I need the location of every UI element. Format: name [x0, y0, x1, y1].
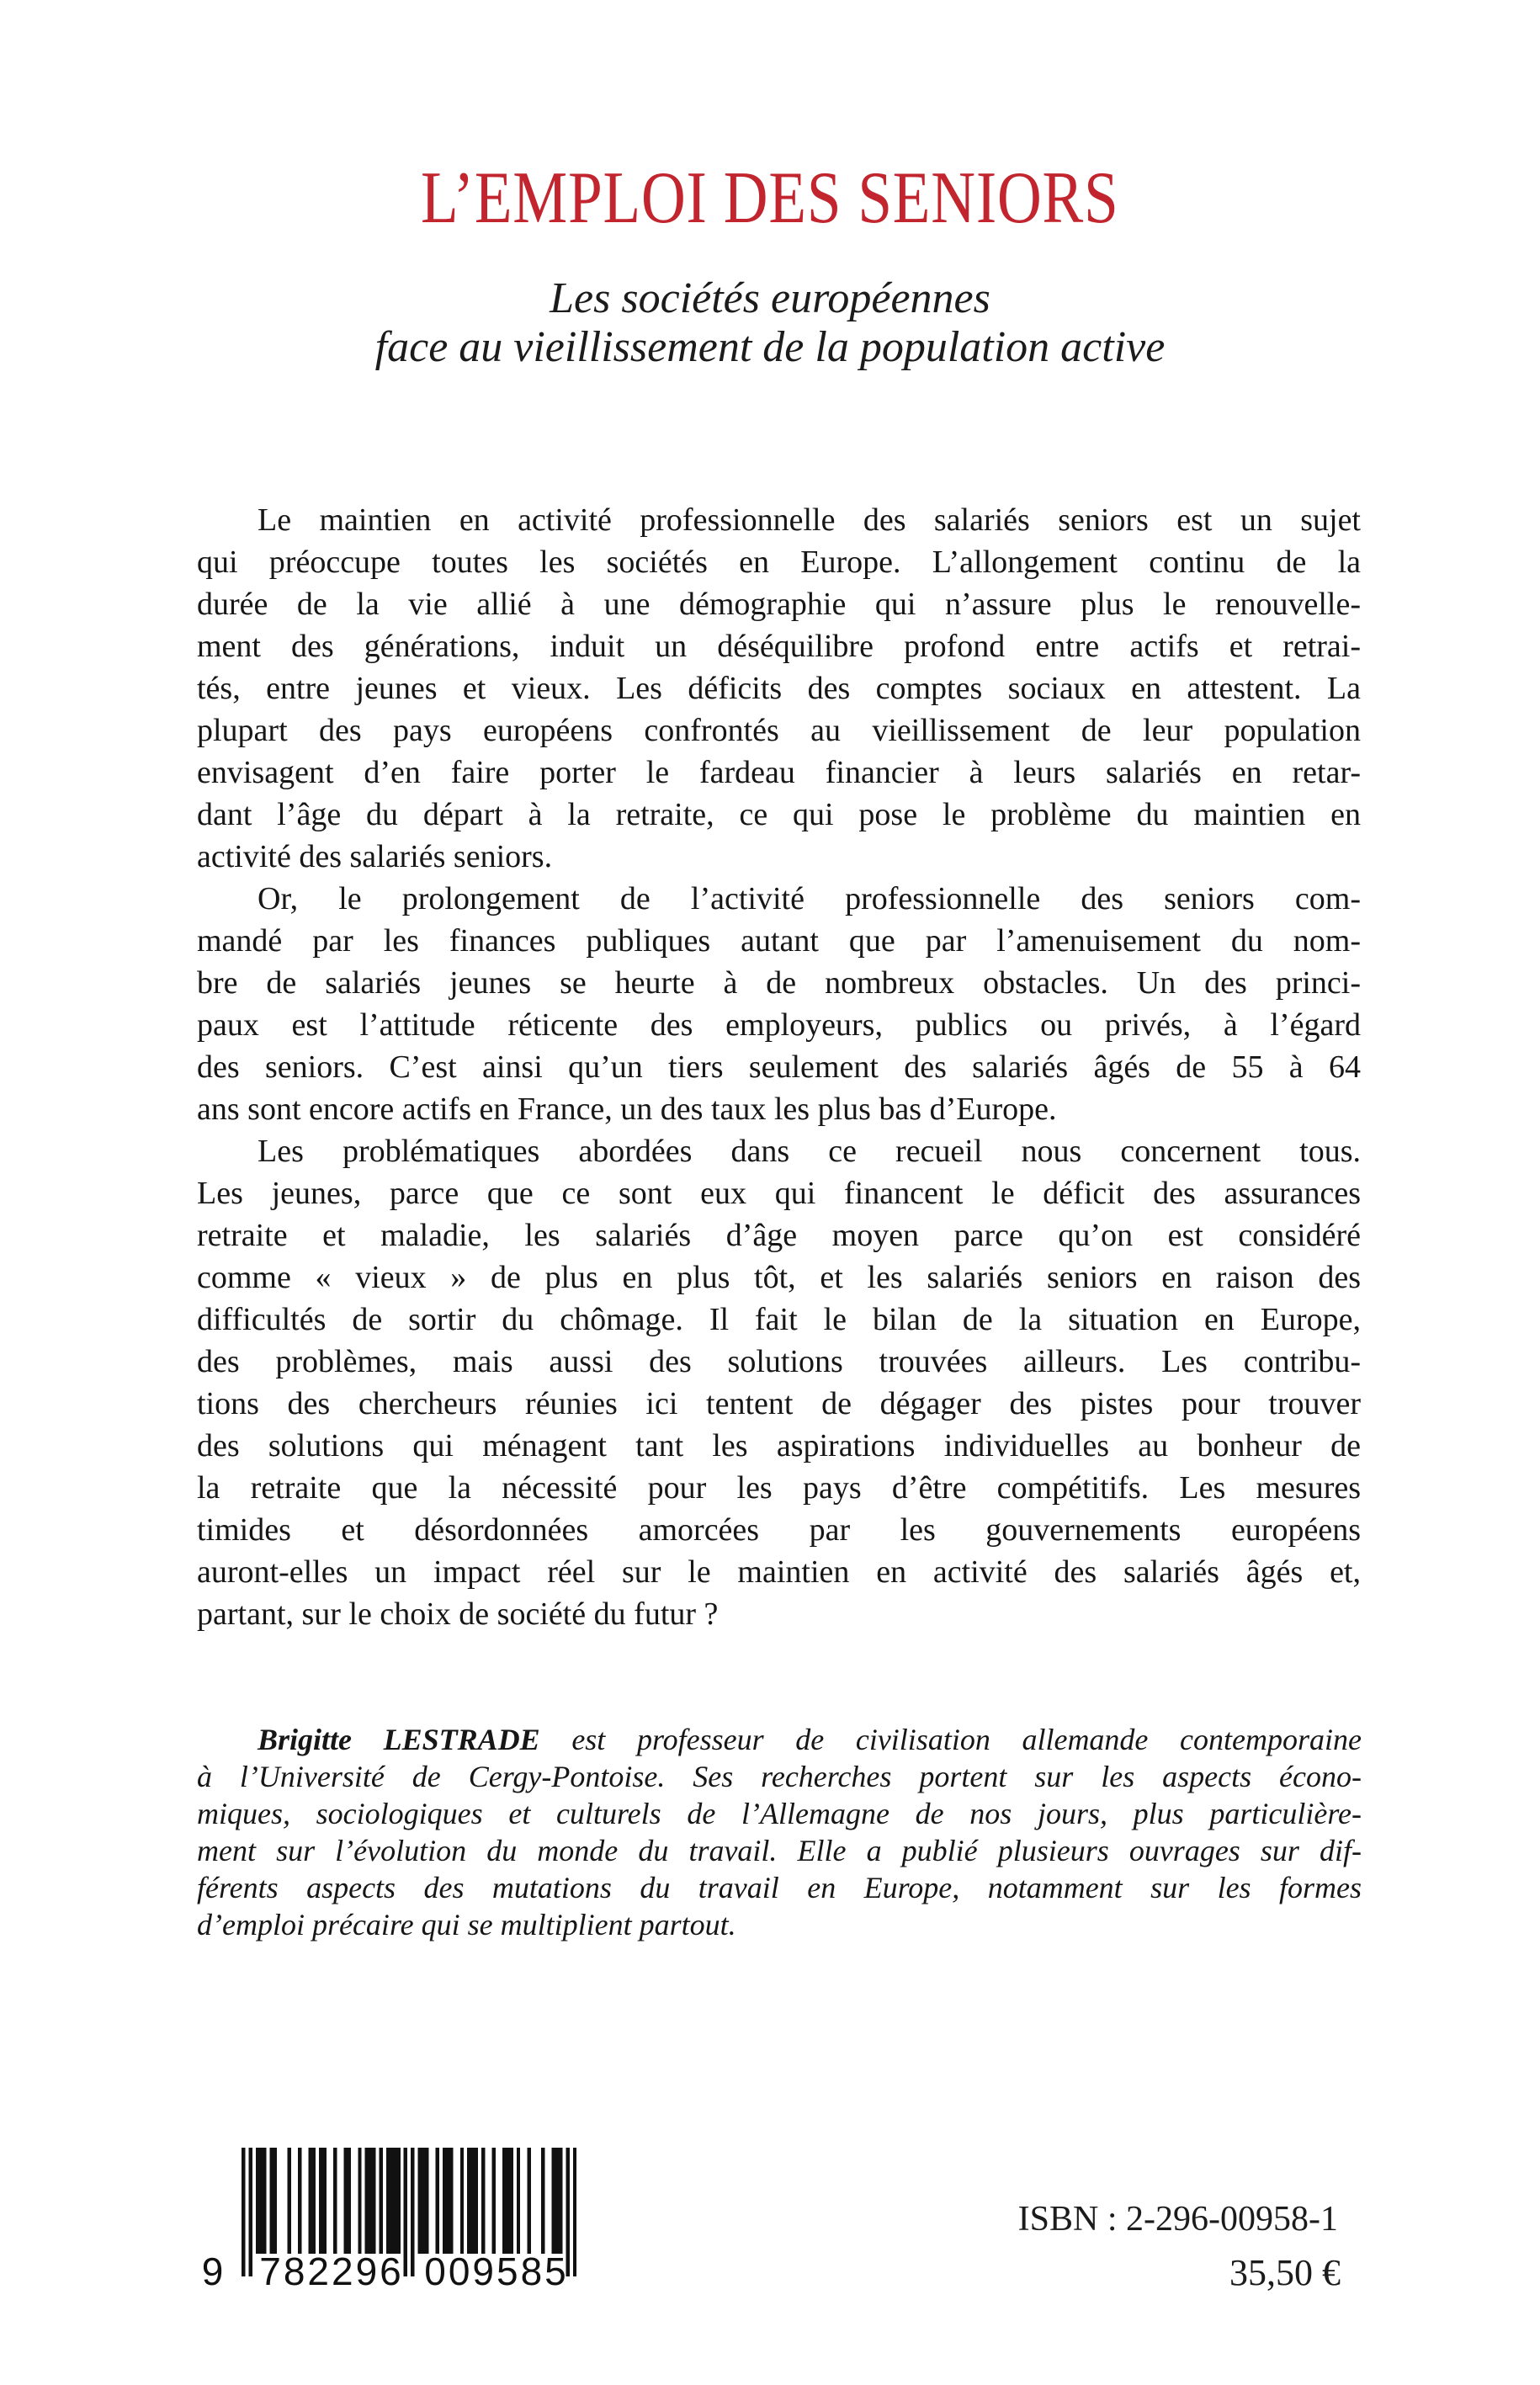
- barcode-digit-group-1: 9: [201, 2250, 226, 2293]
- price-label: 35,50 €: [1229, 2252, 1341, 2293]
- blurb-line: envisagent d’en faire porter le fardeau financier à leurs salariés en retar-: [197, 755, 1361, 790]
- blurb-paragraph: [197, 499, 1361, 878]
- book-title: [0, 157, 1540, 239]
- author-bio: [197, 1721, 1362, 1943]
- blurb-line: ment des générations, induit un déséquilibre profond entre actifs et retrai-: [197, 629, 1361, 664]
- blurb-line: des seniors. C’est ainsi qu’un tiers seulement des salariés âgés de 55 à 64: [197, 1049, 1361, 1085]
- barcode-digit-group-3: 009585: [424, 2250, 569, 2293]
- blurb-line: Les jeunes, parce que ce sont eux qui financent le déficit des assurances: [197, 1176, 1361, 1211]
- blurb-line: tions des chercheurs réunies ici tentent de dégager des pistes pour trouver: [197, 1386, 1361, 1421]
- blurb-line: dant l’âge du départ à la retraite, ce qui pose le problème du maintien en: [197, 797, 1361, 832]
- author-name: Brigitte LESTRADE: [258, 1723, 540, 1756]
- blurb-line: partant, sur le choix de société du futur ?: [197, 1596, 719, 1632]
- blurb-line: retraite et maladie, les salariés d’âge moyen parce qu’on est considéré: [197, 1218, 1361, 1253]
- book-title-text: L’EMPLOI DES SENIORS: [421, 157, 1119, 239]
- blurb-line: Or, le prolongement de l’activité professionnelle des seniors com-: [258, 881, 1361, 916]
- blurb-line: mandé par les finances publiques autant que par l’amenuisement du nom-: [197, 923, 1361, 959]
- blurb-line: activité des salariés seniors.: [197, 839, 553, 874]
- isbn-label: ISBN : 2-296-00958-1: [1017, 2200, 1338, 2239]
- bio-line: Brigitte LESTRADE est professeur de civilisation allemande contemporaine: [258, 1723, 1362, 1756]
- blurb-line: Les problématiques abordées dans ce recueil nous concernent tous.: [258, 1134, 1361, 1169]
- blurb-line: qui préoccupe toutes les sociétés en Europe. L’allongement continu de la: [197, 544, 1361, 580]
- blurb-line: comme « vieux » de plus en plus tôt, et les salariés seniors en raison des: [197, 1260, 1361, 1295]
- blurb-line: des problèmes, mais aussi des solutions trouvées ailleurs. Les contribu-: [197, 1344, 1361, 1379]
- barcode-digit-group-2: 782296: [259, 2250, 404, 2293]
- blurb-line: la retraite que la nécessité pour les pays d’être compétitifs. Les mesures: [197, 1470, 1361, 1506]
- subtitle-line-1: Les sociétés européennes: [550, 274, 990, 322]
- bio-line: férents aspects des mutations du travail en Europe, notamment sur les formes: [197, 1871, 1362, 1904]
- blurb-line: Le maintien en activité professionnelle des salariés seniors est un sujet: [258, 502, 1361, 538]
- blurb-line: durée de la vie allié à une démographie qui n’assure plus le renouvelle-: [197, 587, 1361, 622]
- blurb-line: difficultés de sortir du chômage. Il fait le bilan de la situation en Europe,: [197, 1302, 1361, 1337]
- back-cover-blurb: [197, 499, 1361, 1635]
- blurb-line: ans sont encore actifs en France, un des taux les plus bas d’Europe.: [197, 1092, 1057, 1127]
- blurb-line: auront-elles un impact réel sur le maintien en activité des salariés âgés et,: [197, 1554, 1361, 1590]
- bio-line: à l’Université de Cergy-Pontoise. Ses recherches portent sur les aspects écono-: [197, 1760, 1362, 1793]
- blurb-paragraph: [197, 878, 1361, 1130]
- blurb-line: tés, entre jeunes et vieux. Les déficits des comptes sociaux en attestent. La: [197, 671, 1361, 706]
- bio-line: miques, sociologiques et culturels de l’Allemagne de nos jours, plus particulière-: [197, 1797, 1362, 1830]
- blurb-line: bre de salariés jeunes se heurte à de nombreux obstacles. Un des princi-: [197, 965, 1361, 1001]
- blurb-line: timides et désordonnées amorcées par les gouvernements européens: [197, 1512, 1361, 1548]
- subtitle-line-2: face au vieillissement de la population active: [374, 323, 1166, 371]
- blurb-line: plupart des pays européens confrontés au vieillissement de leur population: [197, 713, 1361, 748]
- bio-line: d’emploi précaire qui se multiplient partout.: [197, 1908, 736, 1941]
- book-subtitle: [0, 274, 1540, 372]
- blurb-paragraph: [197, 1130, 1361, 1635]
- bio-line: ment sur l’évolution du monde du travail. Elle a publié plusieurs ouvrages sur dif-: [197, 1834, 1362, 1867]
- blurb-line: paux est l’attitude réticente des employeurs, publics ou privés, à l’égard: [197, 1007, 1361, 1043]
- blurb-line: des solutions qui ménagent tant les aspirations individuelles au bonheur de: [197, 1428, 1361, 1463]
